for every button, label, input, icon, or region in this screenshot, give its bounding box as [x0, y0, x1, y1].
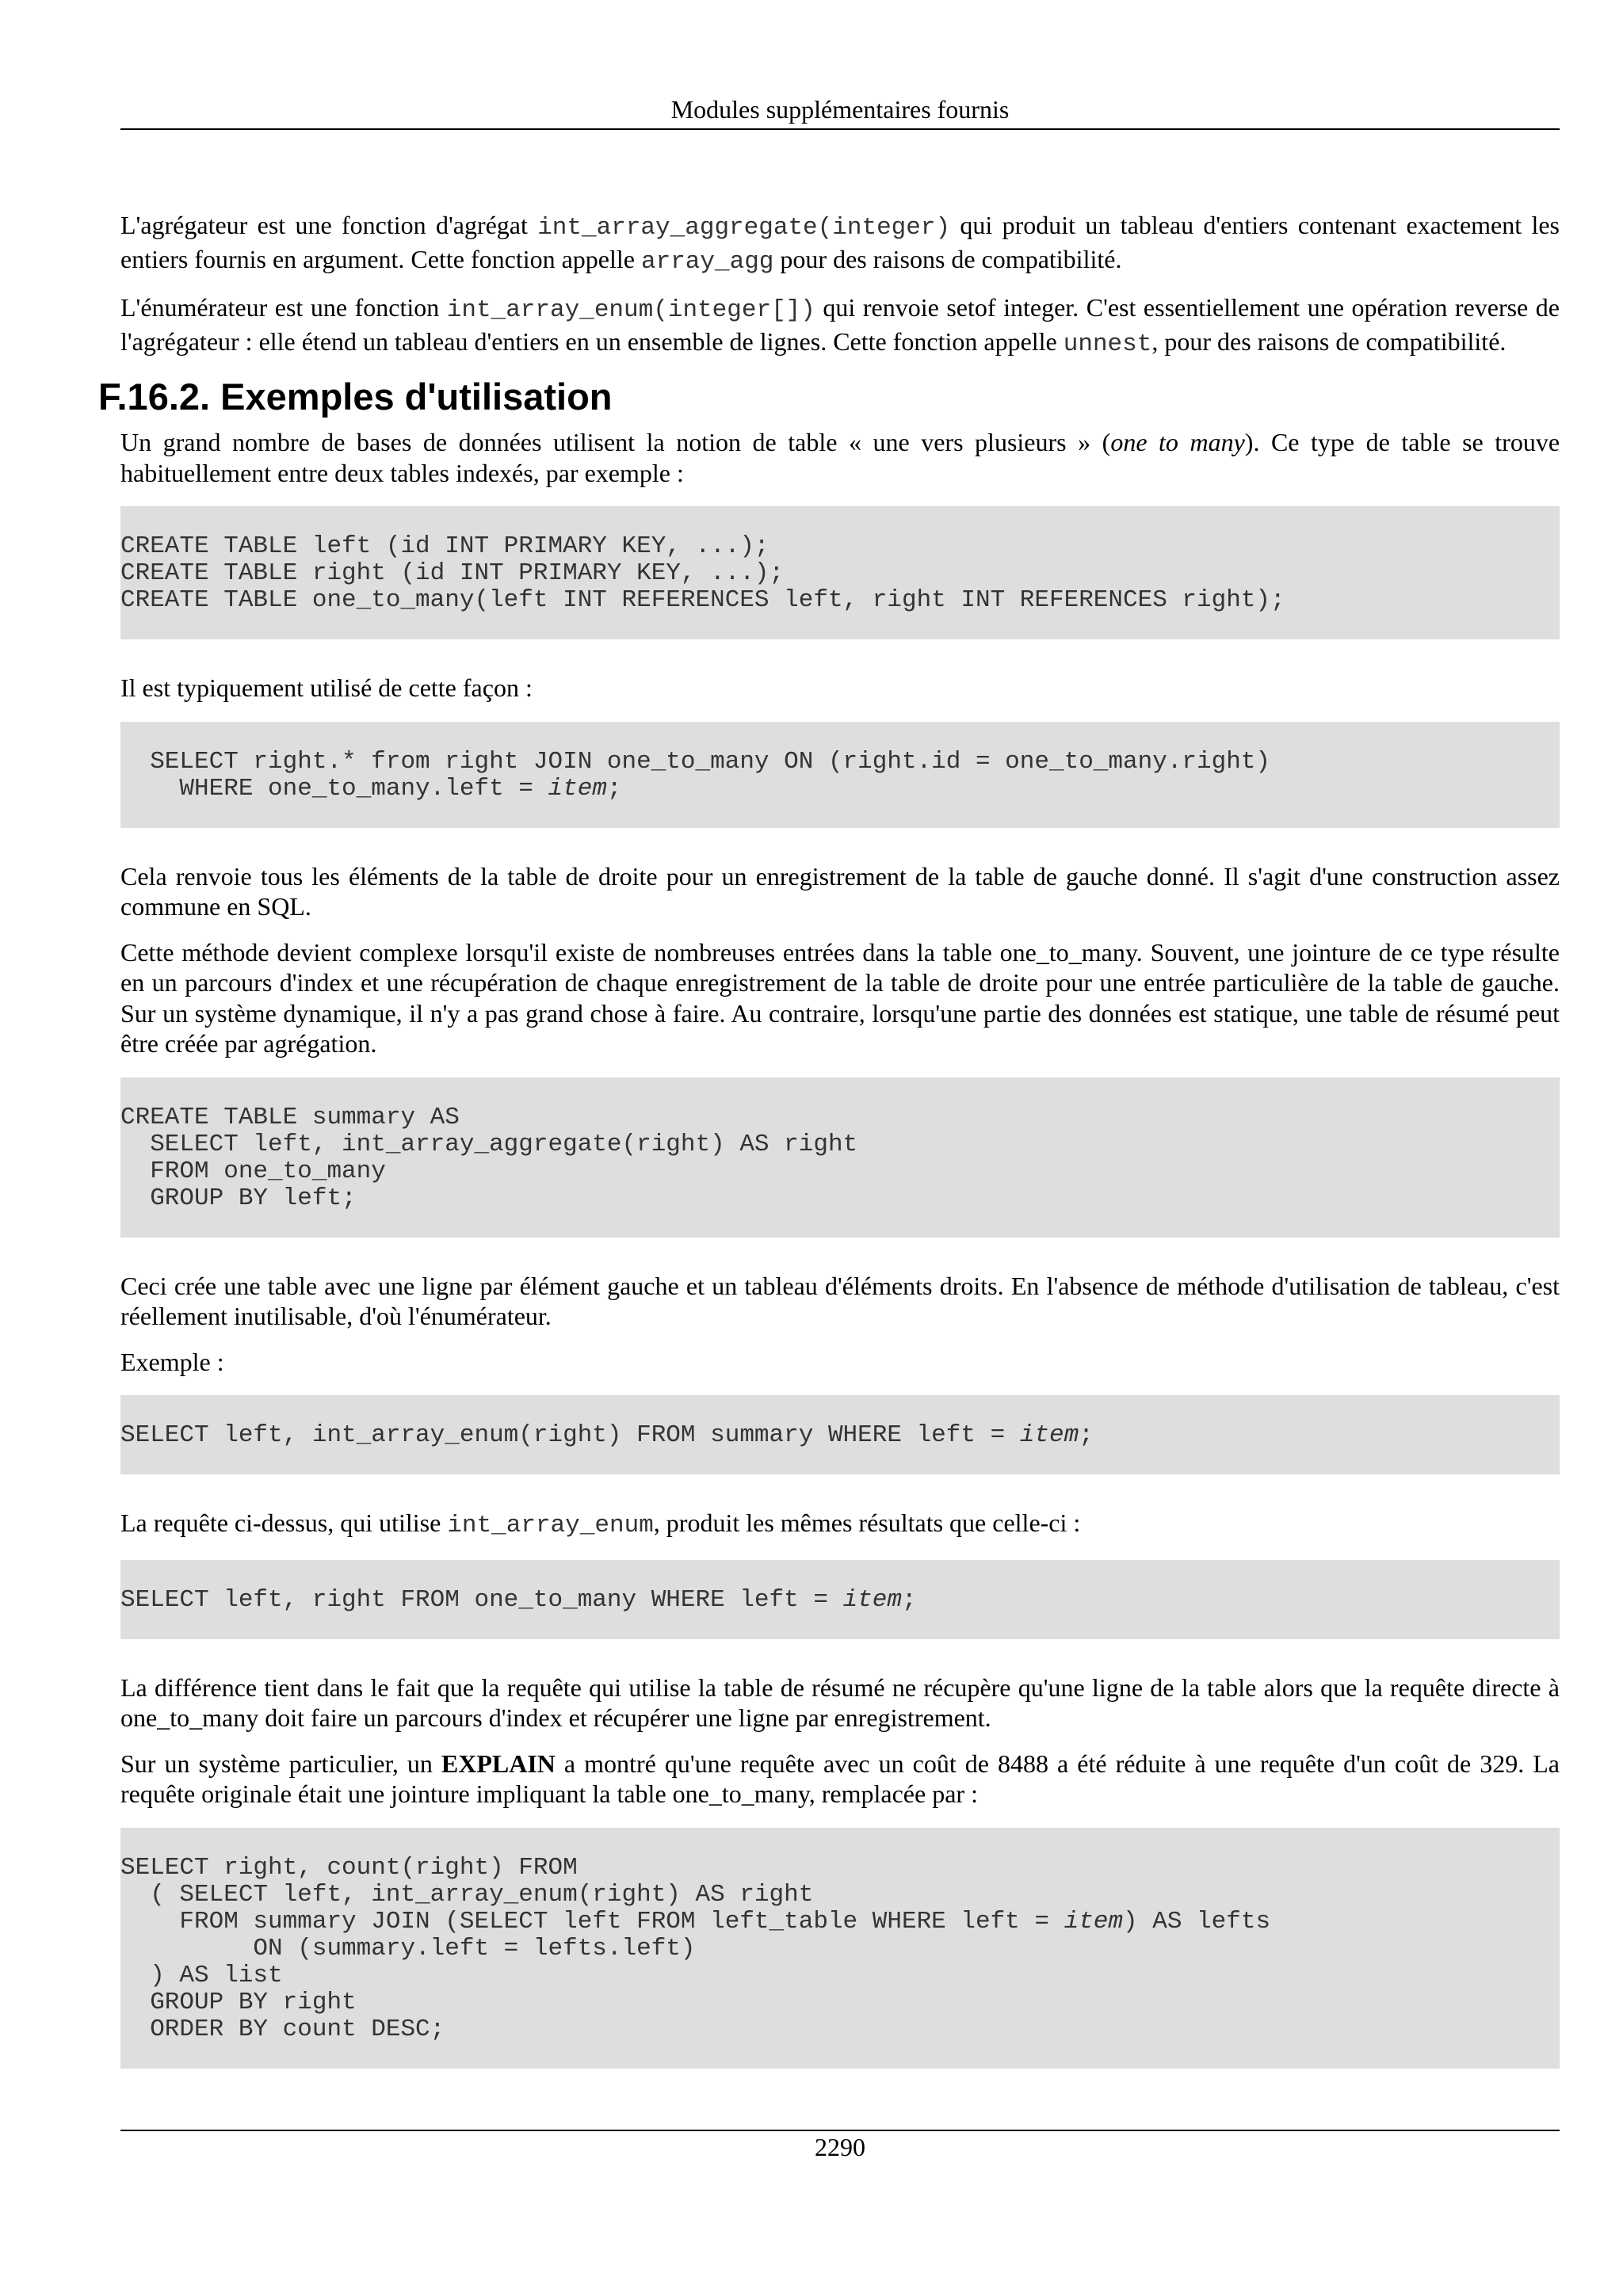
emphasis: one to many [1110, 428, 1245, 456]
paragraph-difference: La différence tient dans le fait que la requête qui utilise la table de résumé ne récupère qu'une ligne de la table alors que la requête directe à one_to_many doit faire un parcours d'index et récupérer une ligne par enregistrement. [120, 1672, 1560, 1732]
code-block-create-tables: CREATE TABLE left (id INT PRIMARY KEY, ...); CREATE TABLE right (id INT PRIMARY KEY, ...); CREATE TABLE one_to_many(left INT REFERENCES left, right INT REFERENCES right); [120, 506, 1560, 639]
paragraph-summary-table: Ceci crée une table avec une ligne par élément gauche et un tableau d'éléments droits. En l'absence de méthode d'utilisation de tableau, c'est réellement inutilisable, d'où l'énumérateur. [120, 1271, 1560, 1330]
inline-code: array_agg [640, 247, 774, 276]
paragraph-same-results: La requête ci-dessus, qui utilise int_array_enum, produit les mêmes résultats que celle-ci : [120, 1508, 1081, 1539]
code-block-select-right: SELECT left, right FROM one_to_many WHERE left = item; [120, 1560, 1560, 1639]
paragraph-enumerator: L'énumérateur est une fonction int_array_enum(integer[]) qui renvoie setof integer. C'est essentiellement une opération reverse de l'agrégateur : elle étend un tableau d'entiers en un ensemble de lignes. Cette fonction appelle unnest, pour des raisons de compatibilité. [120, 293, 1560, 358]
page-content [98, 210, 1560, 2102]
running-header: Modules supplémentaires fournis [670, 95, 1010, 124]
code-block-select-join: SELECT right.* from right JOIN one_to_many ON (right.id = one_to_many.right) WHERE one_to_many.left = item; [120, 722, 1560, 828]
page-number: 2290 [815, 2133, 865, 2161]
inline-code: int_array_aggregate(integer) [537, 214, 951, 242]
paragraph-aggregator: L'agrégateur est une fonction d'agrégat int_array_aggregate(integer) qui produit un tableau d'entiers contenant exactement les entiers fournis en argument. Cette fonction appelle array_agg pour des raisons de compatibilité. [120, 211, 1560, 276]
inline-code: int_array_enum(integer[]) [446, 296, 815, 324]
code-block-create-summary: CREATE TABLE summary AS SELECT left, int_array_aggregate(right) AS right FROM one_to_many GROUP BY left; [120, 1077, 1560, 1238]
paragraph-typical-usage: Il est typiquement utilisé de cette façon : [120, 673, 533, 702]
paragraph-example-label: Exemple : [120, 1347, 224, 1376]
paragraph-complex-method: Cette méthode devient complexe lorsqu'il existe de nombreuses entrées dans la table one_to_many. Souvent, une jointure de ce type résulte en un parcours d'index et une récupération de chaque enregistrement de la table de droite pour une entrée particulière de la table de gauche. Sur un système dynamique, il n'y a pas grand chose à faire. Au contraire, lorsqu'une partie des données est statique, une table de résumé peut être créée par agrégation. [120, 937, 1560, 1058]
inline-code: int_array_enum [447, 1512, 654, 1539]
paragraph-explain: Sur un système particulier, un EXPLAIN a montré qu'une requête avec un coût de 8488 a été réduite à une requête d'un coût de 329. La requête originale était une jointure impliquant la table one_to_many, remplacée par : [120, 1749, 1560, 1808]
code-block-select-enum: SELECT left, int_array_enum(right) FROM summary WHERE left = item; [120, 1395, 1560, 1474]
paragraph-one-to-many: Un grand nombre de bases de données utilisent la notion de table « une vers plusieurs » (one to many). Ce type de table se trouve habituellement entre deux tables indexés, par exemple : [120, 428, 1560, 487]
paragraph-returns-elements: Cela renvoie tous les éléments de la table de droite pour un enregistrement de la table de gauche donné. Il s'agit d'une construction assez commune en SQL. [120, 861, 1560, 921]
strong-text: EXPLAIN [441, 1749, 556, 1778]
header-rule [120, 128, 1560, 130]
inline-code: unnest [1063, 330, 1152, 358]
section-heading: F.16.2. Exemples d'utilisation [98, 376, 613, 418]
code-block-count-query: SELECT right, count(right) FROM ( SELECT left, int_array_enum(right) AS right FROM summary JOIN (SELECT left FROM left_table WHERE left = item) AS lefts ON (summary.left = lefts.left) ) AS list GROUP BY right ORDER BY count DESC; [120, 1828, 1560, 2069]
